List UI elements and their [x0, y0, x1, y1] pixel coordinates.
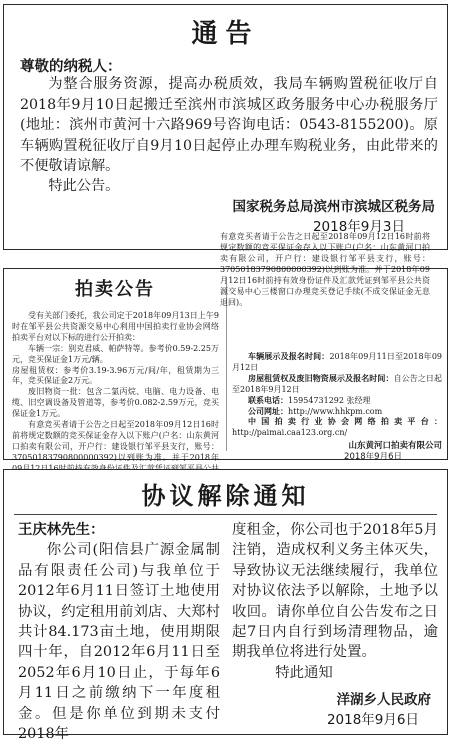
- termination-notice: [3, 469, 448, 743]
- view-time-label: 车辆展示及报名时间：: [248, 352, 330, 361]
- tax-notice-greeting: 尊敬的纳税人：: [20, 59, 122, 75]
- tax-notice-organization: 国家税务总局滨州市滨城区税务局: [232, 199, 435, 215]
- view-time-value: 2018年09月11日至2018年09月12日: [232, 352, 443, 372]
- auction-notice-title: 拍卖公告: [75, 279, 155, 300]
- termination-body-left: 你公司(阳信县广源金属制品有限责任公司)与我单位于2012年6月11日签订土地使用协议，约定租用前刘店、大郑村共计84.173亩土地，使用期限四十年，自2012年6月11日至2052年6月10日止，于每年6月11日之前缴纳下一年度租金。但是你单位到期未支付2018年: [18, 542, 220, 743]
- website-label: 公司网址：: [248, 406, 288, 416]
- contact-label: 联系电话：: [248, 395, 288, 405]
- platform-label: 中国拍卖行业协会网络拍卖平台：: [248, 417, 442, 427]
- auction-para-vehicles: 车辆一宗：别克君威、帕萨特等。参考价0.59-2.25万元，竞买保证金1万元/辆。: [12, 343, 219, 364]
- termination-organization: 洋湖乡人民政府: [336, 692, 431, 708]
- auction-notice: [3, 232, 448, 463]
- auction-notice-organization: 山东黄河口拍卖有限公司: [348, 441, 442, 452]
- termination-greeting: 王庆林先生：: [18, 522, 105, 538]
- tax-notice-closing: 特此公告。: [48, 178, 120, 194]
- termination-closing: 特此通知: [275, 664, 333, 681]
- auction-para-materials: 废旧物资一批：包含二氯丙烷、电脑、电力设备、电缆、旧空调设备及管道等，参考价0.082-2.59万元，竞买保证金1万元。: [12, 387, 219, 419]
- termination-right-column: [232, 520, 438, 683]
- house-time-value: 自公告之日起至2018年9月12日: [232, 373, 443, 394]
- auction-para-intro: 受有关部门委托，我公司定于2018年09月13日上午9时在邹平县公共资源交易中心利用中国拍卖行业协会网络拍卖平台对以下标的进行公开拍卖：: [12, 311, 219, 342]
- platform-link[interactable]: http://paimai.caa123.org.cn/: [232, 428, 348, 438]
- termination-body-right: 度租金，你公司也于2018年5月注销，造成权利义务主体灭失，导致协议无法继续履行，我单位对协议依法予以解除，土地予以收回。请你单位自公告发布之日起7日内自行到场清理物品，逾期我单位将进行处置。: [232, 522, 438, 661]
- auction-notice-date: 2018年9月6日: [344, 452, 402, 463]
- auction-notice-right-column: [220, 232, 443, 463]
- auction-para-deposit-cont: [220, 232, 442, 352]
- termination-date: 2018年9月6日: [326, 712, 419, 728]
- termination-left-column: [18, 520, 220, 744]
- termination-notice-title: 协议解除通知: [141, 482, 310, 510]
- tax-notice-title: 通告: [191, 19, 260, 49]
- auction-notice-left-column: [12, 311, 219, 464]
- tax-notice-body: 为整合服务资源，提高办税质效，我局车辆购置税征收厅自2018年9月10日起搬迁至滨州市滨城区政务服务中心办税服务厅(地址：滨州市黄河十六路969号咨询电话：0543-8155200)。原车辆购置税征收厅自9月10日起停止办理车购税业务，由此带来的不便敬请谅解。: [20, 76, 438, 174]
- house-time-label: 房屋租赁权及废旧物资展示及报名时间：: [248, 373, 394, 383]
- contact-value: 15954731292 张经理: [288, 395, 371, 405]
- tax-notice: [3, 4, 448, 250]
- website-link[interactable]: http://www.hhkpm.com: [288, 406, 383, 416]
- auction-para-deposit: 有意竞买者请于公告之日起至2018年09月12日16时前将规定数额的竞买保证金存入以下账户(户名：山东黄河口拍卖有限公司，开户行：建设银行邹平县支行，账号：37050183790800000392)以到账为准。并于2018年: [12, 420, 219, 462]
- auction-deposit-continued: 有意竞买者请于公告之日起至2018年09月12日16时前将规定数额的竞买保证金存入以下账户(户名：山东黄河口拍卖有限公司，开户行：建设银行邹平县支行，账号：37050183790800000392)以到账为准。并于2018年09月12日16时前持有效身份证件及汇款凭证到邹平县公共资源交易中心三楼窗口办理竞买登记手续(不成交保证金无息退回)。: [220, 232, 430, 307]
- tax-notice-date: 2018年9月3日: [312, 219, 405, 235]
- auction-para-housing: 房屋租赁权：参考价3.19-3.96万元/间/年，租赁期为三年，竞买保证金2万元。: [12, 365, 219, 386]
- title-rule: [14, 514, 437, 515]
